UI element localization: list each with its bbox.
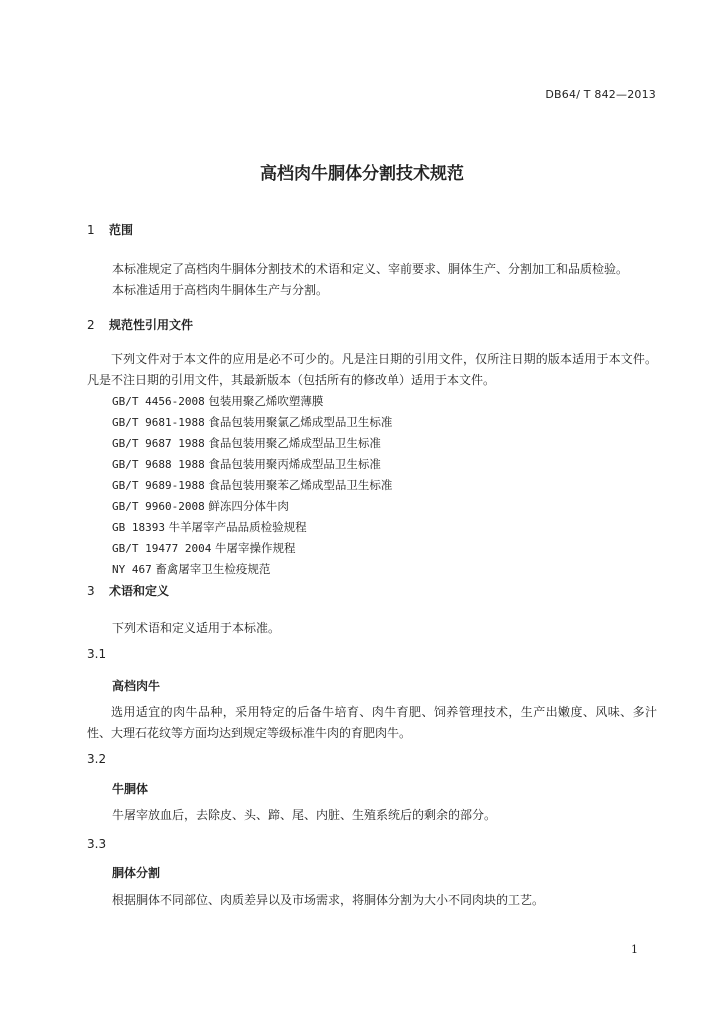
section-3-heading [87,582,169,599]
reference-item [112,498,289,514]
section-title: 范围 [109,223,134,237]
reference-code: GB/T 9688 1988 [112,458,205,471]
term-definition: 牛屠宰放血后，去除皮、头、蹄、尾、内脏、生殖系统后的剩余的部分。 [112,808,497,822]
reference-name: 食品包装用聚乙烯成型品卫生标准 [208,436,381,450]
term-number: 3.2 [87,752,107,766]
reference-code: GB/T 9689-1988 [112,479,205,492]
reference-name: 食品包装用聚苯乙烯成型品卫生标准 [208,478,393,492]
term-number: 3.1 [87,647,107,661]
reference-name: 牛羊屠宰产品品质检验规程 [168,520,307,534]
reference-code: GB/T 9960-2008 [112,500,205,513]
reference-item [112,477,392,493]
reference-item [112,456,381,472]
section-2-heading [87,316,193,333]
term-name: 高档肉牛 [112,679,161,693]
reference-item [112,393,323,409]
reference-name: 食品包装用聚丙烯成型品卫生标准 [208,457,381,471]
term-definition: 根据胴体不同部位、肉质差异以及市场需求，将胴体分割为大小不同肉块的工艺。 [112,893,545,907]
reference-name: 牛屠宰操作规程 [215,541,296,555]
reference-name: 包装用聚乙烯吹塑薄膜 [208,394,324,408]
section-number: 1 [87,223,95,237]
reference-name: 畜禽屠宰卫生检疫规范 [155,562,271,576]
reference-item [112,435,381,451]
terms-intro: 下列术语和定义适用于本标准。 [112,621,281,635]
reference-code: GB 18393 [112,521,165,534]
reference-code: GB/T 9687 1988 [112,437,205,450]
section-title: 规范性引用文件 [109,318,194,332]
document-title: 高档肉牛胴体分割技术规范 [260,164,464,184]
term-name: 牛胴体 [112,782,149,796]
term-number: 3.3 [87,837,107,851]
references-intro: 下列文件对于本文件的应用是必不可少的。凡是注日期的引用文件，仅所注日期的版本适用于本文件。凡是不注日期的引用文件，其最新版本（包括所有的修改单）适用于本文件。 [87,352,657,387]
section-number: 3 [87,584,95,598]
reference-code: GB/T 9681-1988 [112,416,205,429]
reference-item [112,540,296,556]
standard-code: DB64/ T 842—2013 [545,88,656,101]
reference-item [112,561,270,577]
section-title: 术语和定义 [109,584,170,598]
section-number: 2 [87,318,95,332]
term-name: 胴体分割 [112,866,161,880]
scope-line-2: 本标准适用于高档肉牛胴体生产与分割。 [112,283,329,297]
page-number: 1 [631,943,638,956]
reference-name: 食品包装用聚氯乙烯成型品卫生标准 [208,415,393,429]
reference-code: NY 467 [112,563,152,576]
section-1-heading [87,221,133,238]
reference-item [112,414,392,430]
reference-code: GB/T 4456-2008 [112,395,205,408]
term-definition: 选用适宜的肉牛品种，采用特定的后备牛培育、肉牛育肥、饲养管理技术，生产出嫩度、风味、多汁性、大理石花纹等方面均达到规定等级标准牛肉的育肥肉牛。 [87,705,657,740]
reference-item [112,519,307,535]
scope-line-1: 本标准规定了高档肉牛胴体分割技术的术语和定义、宰前要求、胴体生产、分割加工和品质检验。 [112,262,629,276]
reference-name: 鲜冻四分体牛肉 [208,499,289,513]
reference-code: GB/T 19477 2004 [112,542,212,555]
